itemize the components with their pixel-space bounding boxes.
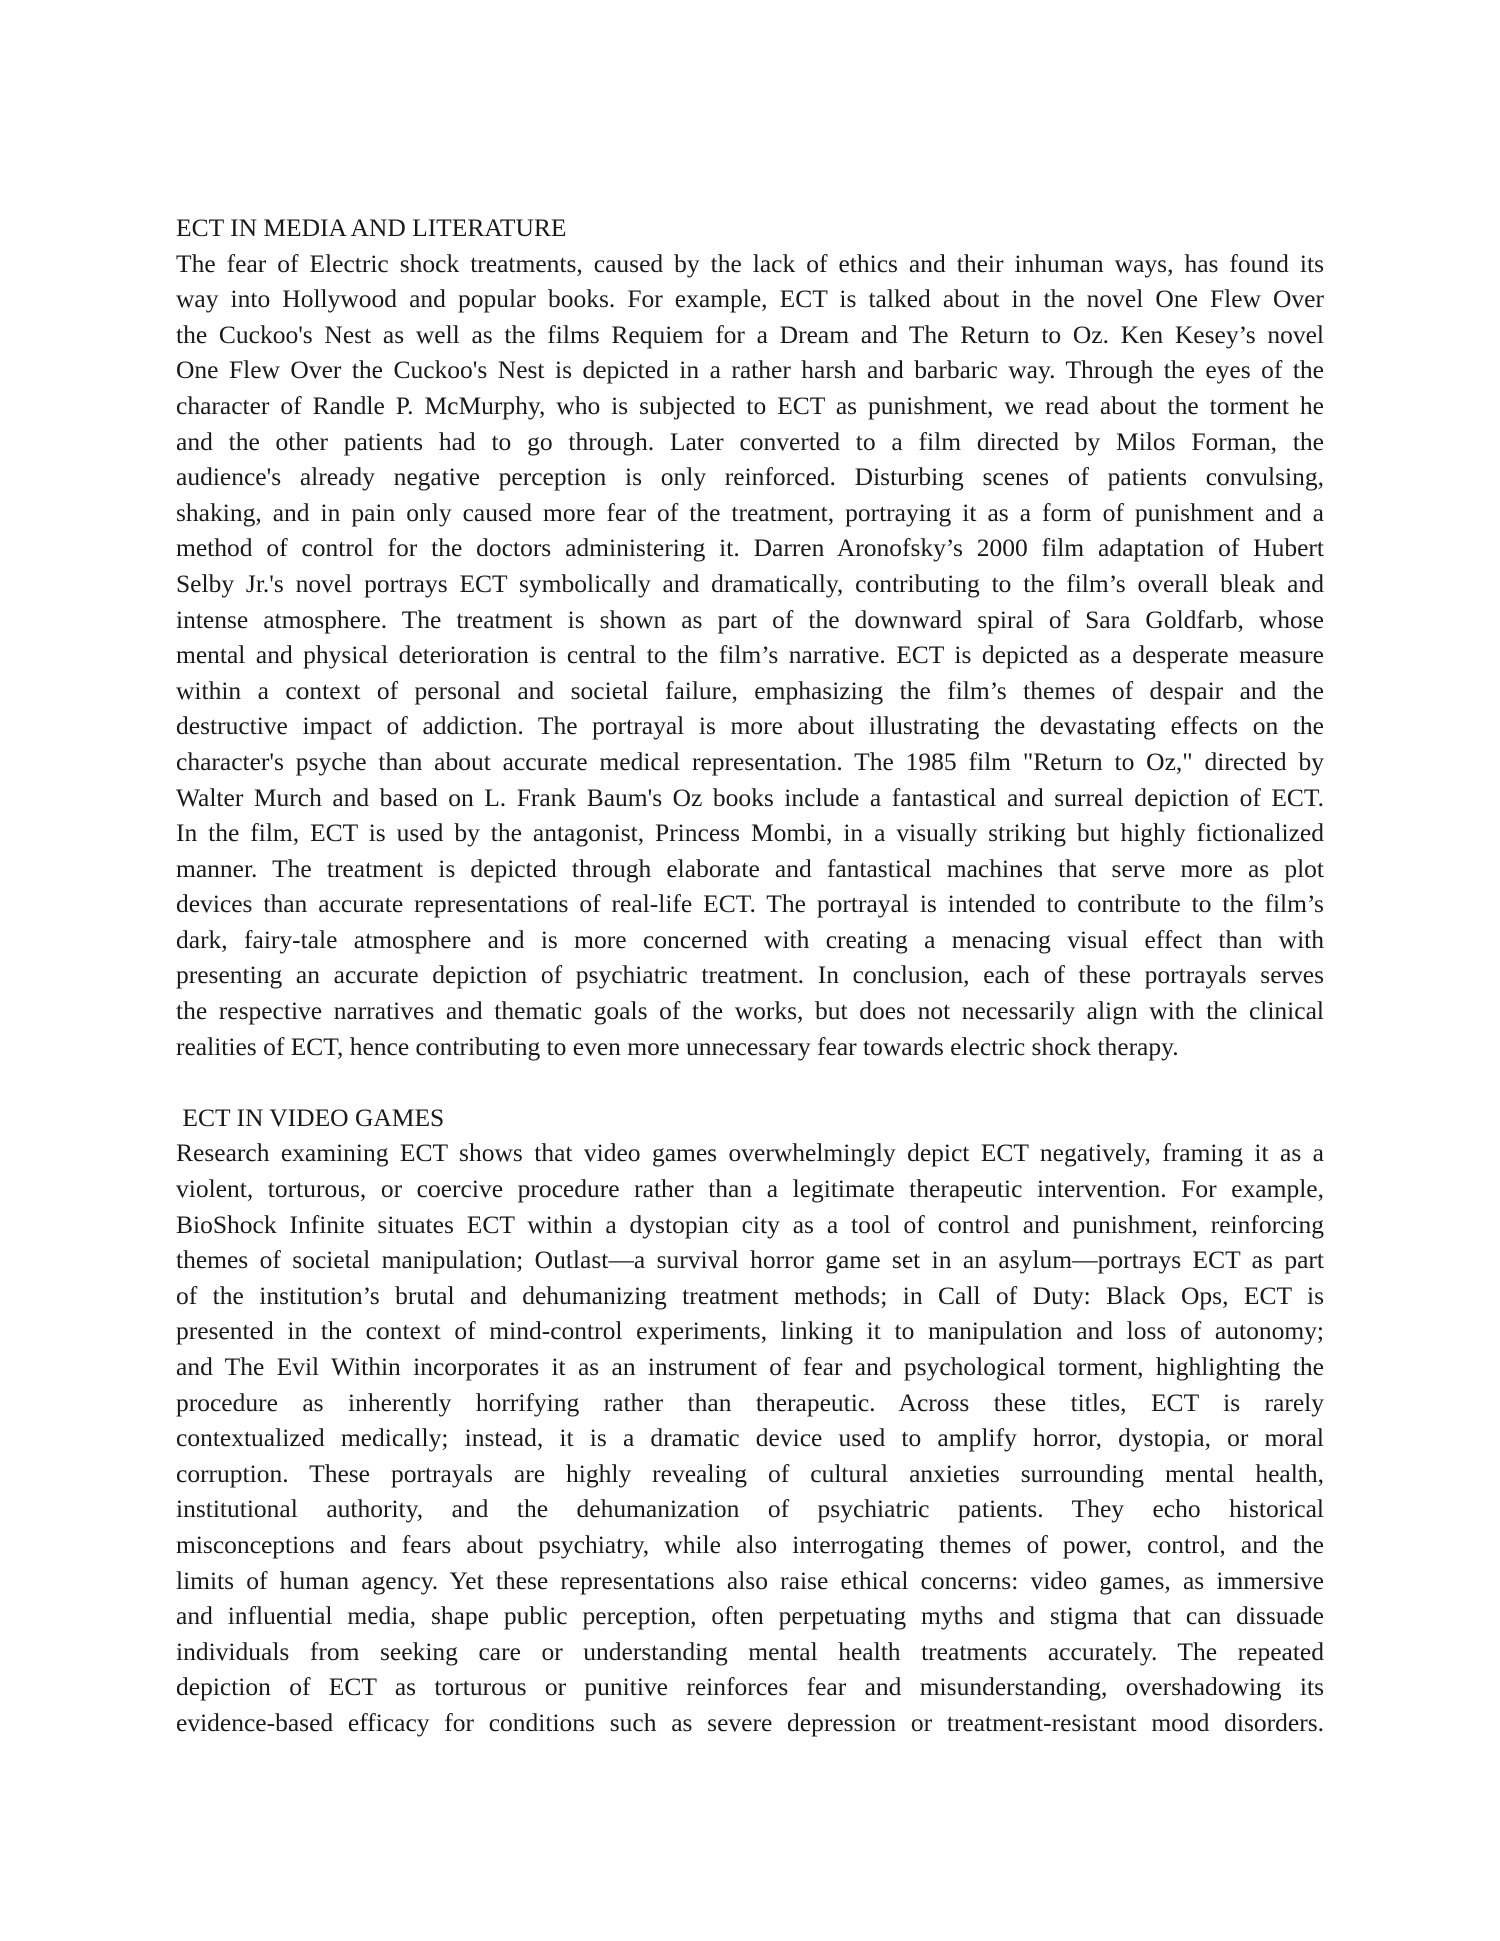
text-line: presented in the context of mind-control experiments, linking it to manipulation and loss of autonomy; xyxy=(176,1316,1324,1346)
text-line: mental and physical deterioration is central to the film’s narrative. ECT is depicted as a desperate measure xyxy=(176,640,1324,670)
text-line: limits of human agency. Yet these representations also raise ethical concerns: video games, as immersive xyxy=(176,1565,1324,1595)
section-video-games xyxy=(176,1100,1324,1741)
text-line: intense atmosphere. The treatment is shown as part of the downward spiral of Sara Goldfarb, whose xyxy=(176,604,1324,634)
text-line: evidence-based efficacy for conditions such as severe depression or treatment-resistant mood disorders. xyxy=(176,1707,1324,1737)
section-gap xyxy=(176,1064,1324,1100)
section-body xyxy=(176,1135,1324,1740)
text-line: way into Hollywood and popular books. For example, ECT is talked about in the novel One Flew Over xyxy=(176,284,1324,314)
section-heading: ECT IN MEDIA AND LITERATURE xyxy=(176,213,567,242)
text-line: misconceptions and fears about psychiatry, while also interrogating themes of power, control, and the xyxy=(176,1529,1324,1559)
text-line: Selby Jr.'s novel portrays ECT symbolically and dramatically, contributing to the film’s overall bleak and xyxy=(176,568,1324,598)
text-line: the Cuckoo's Nest as well as the films Requiem for a Dream and The Return to Oz. Ken Kesey’s novel xyxy=(176,319,1324,349)
text-line: within a context of personal and societal failure, emphasizing the film’s themes of despair and the xyxy=(176,675,1324,705)
text-line: dark, fairy-tale atmosphere and is more concerned with creating a menacing visual effect than with xyxy=(176,924,1324,954)
text-line: method of control for the doctors administering it. Darren Aronofsky’s 2000 film adaptation of Hubert xyxy=(176,533,1324,563)
text-line: audience's already negative perception is only reinforced. Disturbing scenes of patients convulsing, xyxy=(176,462,1324,492)
text-line: procedure as inherently horrifying rather than therapeutic. Across these titles, ECT is rarely xyxy=(176,1387,1324,1417)
text-line: BioShock Infinite situates ECT within a dystopian city as a tool of control and punishment, reinforcing xyxy=(176,1209,1324,1239)
text-line: themes of societal manipulation; Outlast—a survival horror game set in an asylum—portrays ECT as part xyxy=(176,1245,1324,1275)
text-line: destructive impact of addiction. The portrayal is more about illustrating the devastating effects on the xyxy=(176,711,1324,741)
text-line: character's psyche than about accurate medical representation. The 1985 film "Return to Oz," directed by xyxy=(176,746,1324,776)
text-line: devices than accurate representations of real-life ECT. The portrayal is intended to contribute to the film’s xyxy=(176,889,1324,919)
document-page xyxy=(176,210,1324,1741)
text-line: presenting an accurate depiction of psychiatric treatment. In conclusion, each of these portrayals serves xyxy=(176,960,1324,990)
text-line: and influential media, shape public perception, often perpetuating myths and stigma that can dissuade xyxy=(176,1601,1324,1631)
section-media-literature xyxy=(176,210,1324,1064)
section-heading: ECT IN VIDEO GAMES xyxy=(176,1102,445,1132)
text-line: violent, torturous, or coercive procedure rather than a legitimate therapeutic intervention. For example, xyxy=(176,1174,1324,1204)
text-line: and The Evil Within incorporates it as an instrument of fear and psychological torment, highlighting the xyxy=(176,1352,1324,1381)
text-line: institutional authority, and the dehumanization of psychiatric patients. They echo historical xyxy=(176,1494,1324,1524)
text-line: contextualized medically; instead, it is a dramatic device used to amplify horror, dystopia, or moral xyxy=(176,1423,1324,1453)
text-line: and the other patients had to go through. Later converted to a film directed by Milos Forman, the xyxy=(176,426,1324,456)
text-line: manner. The treatment is depicted through elaborate and fantastical machines that serve more as plot xyxy=(176,853,1324,883)
text-line: depiction of ECT as torturous or punitive reinforces fear and misunderstanding, overshadowing its xyxy=(176,1672,1324,1702)
text-line: Walter Murch and based on L. Frank Baum's Oz books include a fantastical and surreal depiction of ECT. xyxy=(176,782,1324,812)
text-line: One Flew Over the Cuckoo's Nest is depicted in a rather harsh and barbaric way. Through the eyes of the xyxy=(176,355,1324,385)
text-line: realities of ECT, hence contributing to even more unnecessary fear towards electric shock therapy. xyxy=(176,1031,1179,1061)
text-line: Research examining ECT shows that video games overwhelmingly depict ECT negatively, framing it as a xyxy=(176,1138,1324,1168)
text-line: the respective narratives and thematic goals of the works, but does not necessarily align with the clinical xyxy=(176,996,1324,1026)
section-body xyxy=(176,246,1324,1065)
text-line: The fear of Electric shock treatments, caused by the lack of ethics and their inhuman ways, has found its xyxy=(176,248,1324,278)
text-line: shaking, and in pain only caused more fear of the treatment, portraying it as a form of punishment and a xyxy=(176,497,1324,527)
text-line: character of Randle P. McMurphy, who is subjected to ECT as punishment, we read about the torment he xyxy=(176,390,1324,420)
text-line: In the film, ECT is used by the antagonist, Princess Mombi, in a visually striking but highly fictionalized xyxy=(176,818,1324,848)
text-line: individuals from seeking care or understanding mental health treatments accurately. The repeated xyxy=(176,1636,1324,1666)
text-line: of the institution’s brutal and dehumanizing treatment methods; in Call of Duty: Black Ops, ECT is xyxy=(176,1280,1324,1310)
text-line: corruption. These portrayals are highly revealing of cultural anxieties surrounding mental health, xyxy=(176,1458,1324,1488)
